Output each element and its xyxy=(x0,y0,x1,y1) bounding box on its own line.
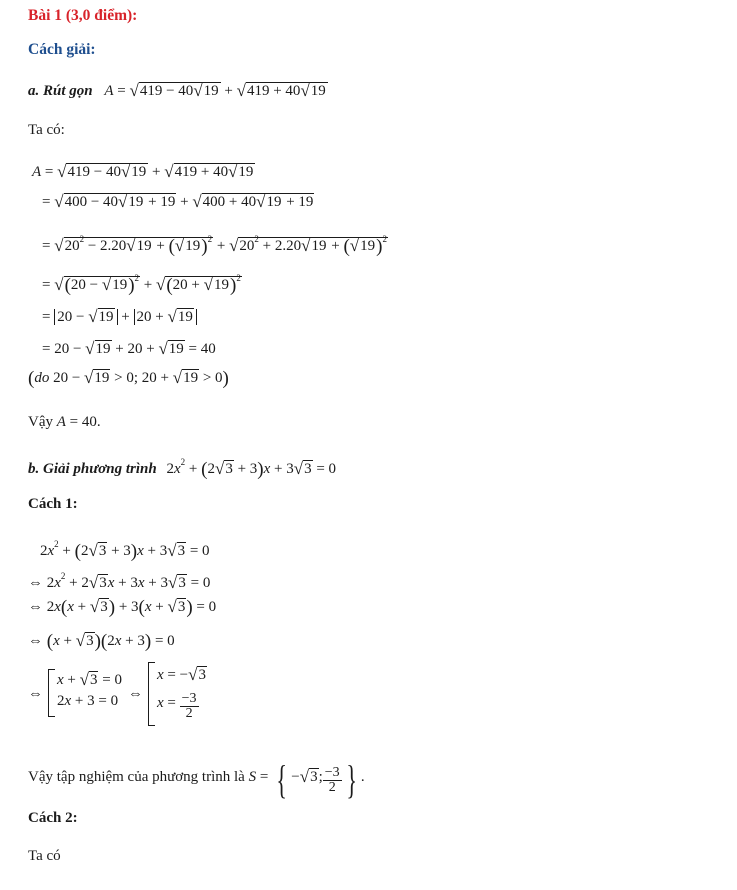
step-a-3: = $√20^2 - 2.20√19 + (√19)^2 + √20^2 + 2.20√19 + (√19)^2$ xyxy=(42,234,387,257)
part-b-statement xyxy=(28,452,336,479)
system-equiv-1: ⇔ xyxy=(28,686,43,702)
step-a-1: A = √419 − 40√19 + √419 + 40√19 xyxy=(32,162,254,181)
conclusion-a: Vậy A = 40. xyxy=(28,414,101,430)
step-a-4: = $√(20 - √19)^2 + √(20 + √19)^2$ xyxy=(42,273,241,296)
step-a-6: = 20 − √19 + 20 + √19 = 40 xyxy=(42,339,216,358)
step-a-5: = 20 − √19 + 20 + √19 xyxy=(42,306,197,327)
step-a-7: (do 20 − √19 > 0; 20 + √19 > 0) xyxy=(28,368,229,389)
step-b-1: $2x^2 + (2√3 + 3)x + 3√3 = 0$ xyxy=(40,539,210,562)
system-equiv-2: ⇔ xyxy=(128,686,143,702)
exercise-heading: Bài 1 (3,0 điểm): xyxy=(28,7,138,24)
part-a-statement xyxy=(28,80,328,101)
step-a-2: = √400 − 40√19 + 19 + √400 + 40√19 + 19 xyxy=(42,192,314,211)
solution-title: Cách giải: xyxy=(28,41,96,58)
system-left: x + √3 = 0 2x + 3 = 0 xyxy=(48,669,128,719)
conclusion-b: Vậy tập nghiệm của phương trình là S = { −√3; $\frac{-3}{2}$ } . xyxy=(28,757,365,802)
method-1-title: Cách 1: xyxy=(28,496,78,512)
part-a-expression: A = √419 − 40√19 + √419 + 40√19 xyxy=(104,81,326,100)
ta-co-text: Ta có: xyxy=(28,122,65,138)
part-b-label: b. Giải phương trình xyxy=(28,461,157,477)
step-b-2: ⇔ $2x^2 + 2√3x + 3x + 3√3 = 0$ xyxy=(28,571,211,592)
step-b-4: ⇔ (x + √3)(2x + 3) = 0 xyxy=(28,631,175,652)
part-a-label: a. Rút gọn xyxy=(28,83,93,99)
system-right: x = −√3 x = $\frac{-3}{2}$ xyxy=(148,662,228,726)
method-2-title: Cách 2: xyxy=(28,810,78,826)
ta-co-2-text: Ta có xyxy=(28,848,61,864)
part-b-expression: $2x^2 + (2√3 + 3)x + 3√3 = 0$ xyxy=(166,457,337,480)
step-b-3: ⇔ 2x(x + √3) + 3(x + √3) = 0 xyxy=(28,597,217,618)
